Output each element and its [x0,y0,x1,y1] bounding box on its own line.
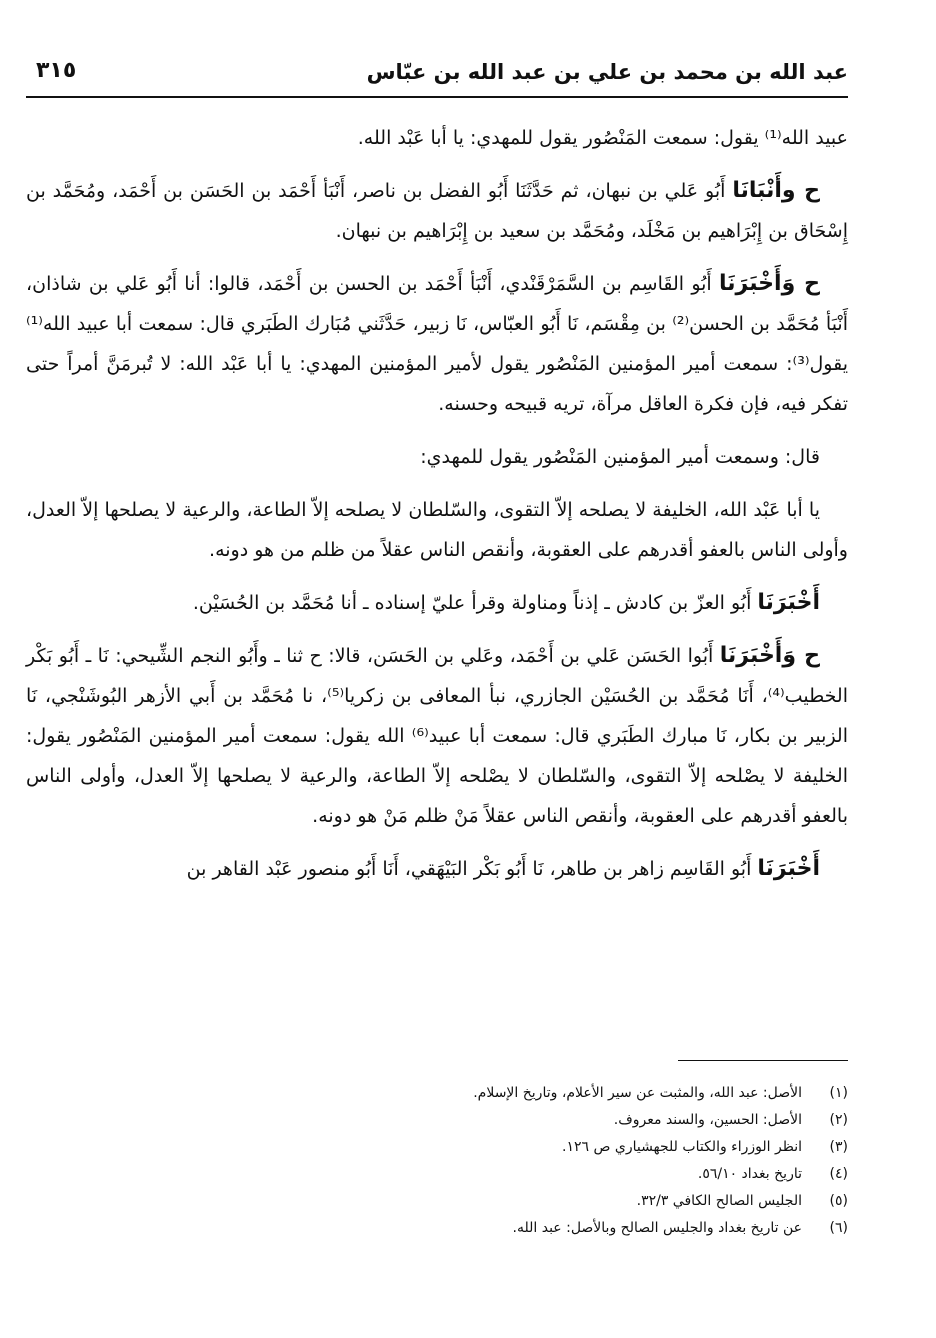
paragraph-3-lead: ح وَأَخْبَرَنَا [718,271,820,296]
footnote-item [26,1188,848,1215]
paragraph-7 [26,636,848,836]
paragraph-2 [26,171,848,251]
paragraph-8-text: أَبُو القَاسِم زاهر بن طاهر، نَا أَبُو بَكْر البَيْهَقي، أَنَا أَبُو منصور عَبْد القاهر بن [186,858,758,880]
footnote-text: الجليس الصالح الكافي ٣٢/٣. [636,1193,802,1209]
paragraph-4: قال: وسمعت أمير المؤمنين المَنْصُور يقول للمهدي: [420,446,820,468]
footnote-item [26,1134,848,1161]
footnote-number: (٣) [829,1139,848,1155]
paragraph-3 [26,264,848,424]
running-title: عبد الله بن محمد بن علي بن عبد الله بن عبّاس [366,60,848,84]
footnote-text: تاريخ بغداد ٥٦/١٠. [697,1166,802,1182]
page-header [26,50,848,98]
page-number: ٣١٥ [36,58,77,83]
main-text [26,118,848,902]
paragraph-8-lead: أَخْبَرَنَا [757,856,820,881]
paragraph-3-text: أَبُو القَاسِم بن السَّمَرْقَنْدي، أَنْبَأ أَحْمَد بن الحسن بن أَحْمَد، قالوا: أنا أَبُو عَلي بن شاذان، أَنْبَأ مُحَمَّد بن الحسن⁽²⁾ بن مِقْسَم، نَا أَبُو العبّاس، نَا زبير، حَدَّثَني مُبَارك الطَبَري قال: سمعت أبا عبيد الله⁽¹⁾ يقول⁽³⁾: سمعت أمير المؤمنين المَنْصُور يقول لأمير المؤمنين المهدي: يا أبا عَبْد الله: لا تُبرمَنَّ أمراً حتى تفكر فيه، فإن فكرة العاقل مرآة، تريه قبيحه وحسنه. [26,273,848,415]
paragraph-7-text: أَبُوا الحَسَن عَلي بن أَحْمَد، وعَلي بن الحَسَن، قالا: ح ثنا ـ وأَبُو النجم الشِّيحي: نَا ـ أَبُو بَكْر الخطيب⁽⁴⁾، أَنَا مُحَمَّد بن الحُسَيْن الجازري، نبأ المعافى بن زكريا⁽⁵⁾، نا مُحَمَّد بن أَبي الأزهر البُوشَنْجي، نَا الزبير بن بكار، نَا مبارك الطَبَري قال: سمعت أبا عبيد⁽⁶⁾ الله يقول: سمعت أمير المؤمنين المَنْصُور يقول: الخليفة لا يصْلحه إلاّ التقوى، والسّلطان لا يصْلحه إلاّ الطاعة، والرعية لا يصلحها إلاّ العدل، وأولى الناس بالعفو أقدرهم على العقوبة، وأنقص الناس عقلاً مَنْ ظلم مَنْ هو دونه. [26,645,848,827]
paragraph-6-text: أَبُو العزّ بن كادش ـ إذناً ومناولة وقرأ عليّ إسناده ـ أنا مُحَمَّد بن الحُسَيْن. [192,592,758,614]
paragraph-7-lead: ح وَأَخْبَرَنَا [719,643,820,668]
paragraph-2-lead: ح وأَنْبَانَا [732,178,820,203]
footnote-text: انظر الوزراء والكتاب للجهشياري ص ١٢٦. [562,1139,802,1155]
paragraph-2-text: أَبُو عَلي بن نبهان، ثم حَدَّثَنَا أَبُو الفضل بن ناصر، أَنْبَأ أَحْمَد بن الحَسَن بن أَحْمَد، ومُحَمَّد بن إِسْحَاق بن إِبْرَاهيم بن مَخْلَد، ومُحَمَّد بن سعيد بن إِبْرَاهيم بن نبهان. [26,180,848,242]
footnote-number: (٥) [829,1193,848,1209]
footnote-number: (٢) [829,1112,848,1128]
footnote-item [26,1161,848,1188]
paragraph-5: يا أبا عَبْد الله، الخليفة لا يصلحه إلاّ التقوى، والسّلطان لا يصلحه إلاّ الطاعة، والرعية لا يصلحها إلاّ العدل، وأولى الناس بالعفو أقدرهم على العقوبة، وأنقص الناس عقلاً من ظلم من هو دونه. [26,499,848,561]
footnote-item [26,1215,848,1242]
paragraph-8 [26,849,848,889]
footnote-list [26,1080,848,1242]
footnote-text: الأصل: عبد الله، والمثبت عن سير الأعلام، وتاريخ الإسلام. [473,1085,802,1101]
footnote-text: عن تاريخ بغداد والجليس الصالح وبالأصل: عبد الله. [512,1220,802,1236]
paragraph-6-lead: أَخْبَرَنَا [757,590,820,615]
paragraph-1: عبيد الله⁽¹⁾ يقول: سمعت المَنْصُور يقول للمهدي: يا أبا عَبْد الله. [357,127,848,149]
footnote-text: الأصل: الحسين، والسند معروف. [613,1112,802,1128]
footnote-item [26,1080,848,1107]
paragraph-6 [26,583,848,623]
footnote-item [26,1107,848,1134]
footnote-number: (١) [829,1085,848,1101]
footnote-number: (٦) [829,1220,848,1236]
footnote-number: (٤) [829,1166,848,1182]
footnote-separator [678,1060,848,1061]
